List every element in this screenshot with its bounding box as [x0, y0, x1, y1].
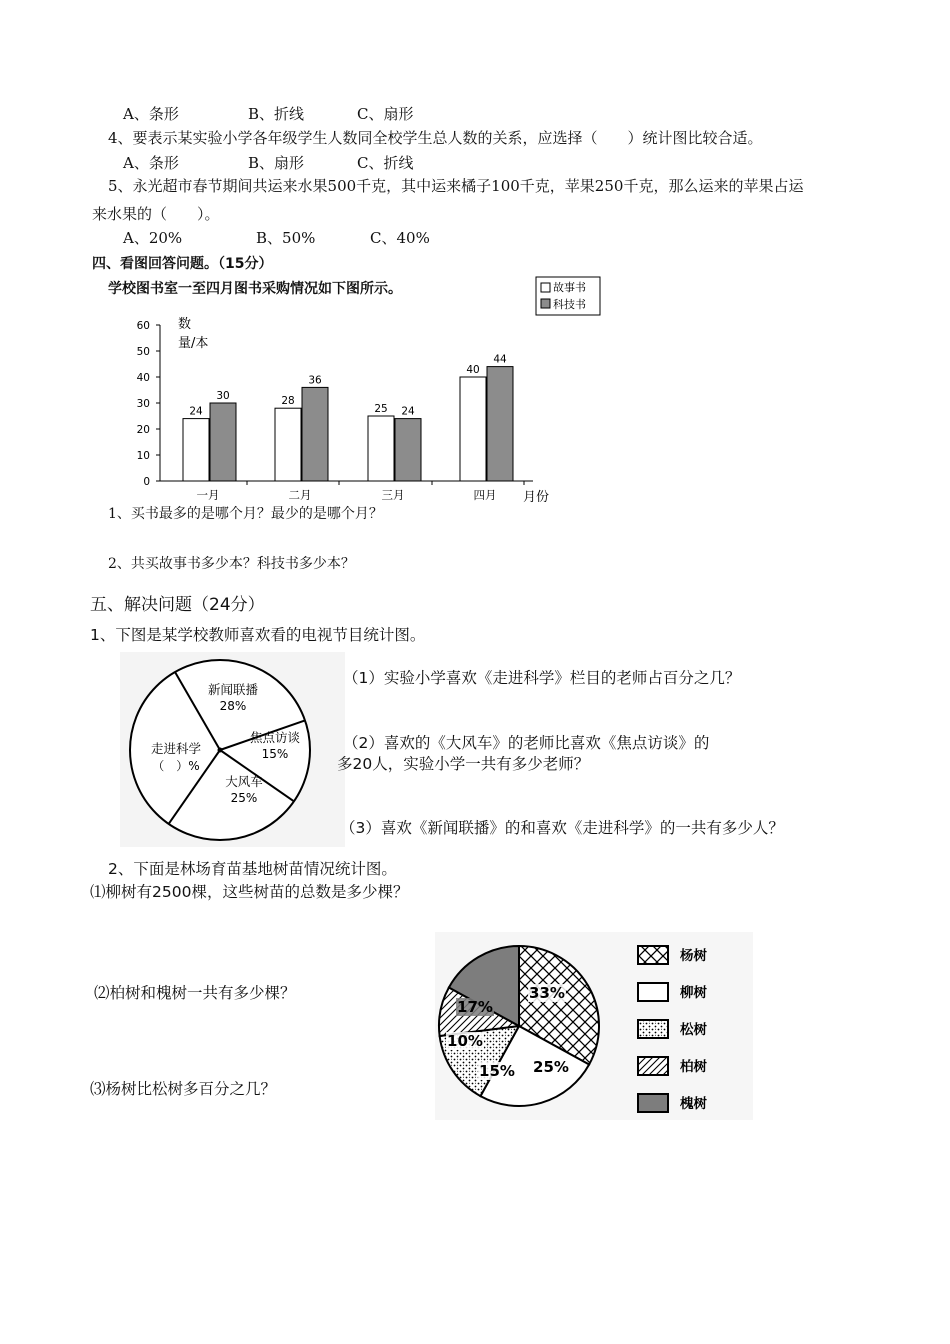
bar-value-label: 40 — [466, 364, 480, 376]
problem-1-intro: 1、下图是某学校教师喜欢看的电视节目统计图。 — [90, 626, 426, 644]
x-category-label: 三月 — [381, 488, 405, 502]
legend-swatch-science — [541, 299, 550, 308]
pie2-slice-value: 17% — [457, 998, 493, 1016]
bar-value-label: 44 — [493, 353, 507, 366]
bar-chart-y-ticks — [137, 320, 160, 488]
q4-option-c: C、折线 — [357, 154, 414, 172]
q5-option-c: C、40% — [370, 229, 430, 247]
pie2-legend-label: 松树 — [680, 1022, 707, 1038]
section-four-intro: 学校图书室一至四月图书采购情况如下图所示。 — [108, 281, 402, 297]
pie1-slice-value: 25% — [230, 791, 258, 805]
y-tick-label: 50 — [136, 346, 150, 358]
bar-value-label: 25 — [374, 403, 388, 415]
bar-story — [183, 419, 209, 481]
bar-science — [210, 403, 236, 481]
pie1-slice-label: 新闻联播 — [207, 682, 259, 697]
q4-option-b: B、扇形 — [248, 154, 305, 172]
pie2-legend-label: 槐树 — [680, 1096, 707, 1112]
pie1-slice-value: 28% — [219, 699, 247, 713]
y-tick-label: 20 — [136, 424, 150, 436]
pie2-slices — [439, 946, 599, 1106]
bar-value-label: 36 — [308, 374, 322, 387]
pie2-legend-swatch — [638, 1094, 668, 1112]
pie1-slice-label: 焦点访谈 — [249, 730, 301, 745]
x-category-label: 四月 — [473, 488, 497, 502]
bar-story — [275, 408, 301, 481]
problem-2-intro: 2、下面是林场育苗基地树苗情况统计图。 — [108, 860, 397, 878]
pie2-legend-label: 柏树 — [680, 1059, 707, 1075]
pie1-slice-label: 大风车 — [225, 774, 263, 789]
y-tick-label: 40 — [136, 372, 150, 384]
legend-swatch-story — [541, 283, 550, 292]
book-purchase-bar-chart — [95, 275, 615, 510]
problem-1-question-3: （3）喜欢《新闻联播》的和喜欢《走进科学》的一共有多少人？ — [340, 819, 784, 837]
x-axis-label: 月份 — [523, 490, 550, 505]
y-tick-label: 60 — [136, 320, 150, 332]
y-tick-label: 0 — [143, 476, 150, 488]
pie2-legend-swatch — [638, 983, 668, 1001]
y-tick-label: 10 — [136, 450, 150, 462]
section-four-heading: 四、看图回答问题。（15分） — [92, 256, 273, 272]
section-four-question-2: 2、共买故事书多少本？科技书多少本？ — [108, 556, 355, 572]
y-tick-label: 30 — [136, 398, 150, 410]
bar-story — [460, 377, 486, 481]
section-four-question-1: 1、买书最多的是哪个月？最少的是哪个月？ — [108, 506, 383, 522]
pie1-center — [218, 748, 223, 753]
legend-label-story: 故事书 — [553, 281, 586, 294]
bar-chart-legend — [536, 277, 600, 315]
y-axis-label-line1: 数 — [178, 317, 192, 332]
pie2-legend-label: 柳树 — [680, 985, 707, 1001]
tree-seedlings-pie-chart — [435, 932, 753, 1120]
bar-story — [368, 416, 394, 481]
problem-2-question-2: ⑵柏树和槐树一共有多少棵？ — [94, 984, 296, 1002]
q3-option-c: C、扇形 — [357, 105, 414, 123]
bar-science — [395, 419, 421, 481]
pie2-slice-value: 33% — [529, 984, 565, 1002]
question-4: 4、要表示某实验小学各年级学生人数同全校学生总人数的关系，应选择（ ）统计图比较合适。 — [108, 129, 763, 147]
legend-label-science: 科技书 — [553, 298, 586, 311]
pie2-legend-swatch — [638, 946, 668, 964]
y-axis-label-line2: 量/本 — [178, 336, 209, 351]
bar-value-label: 30 — [216, 390, 230, 402]
bar-chart-categories — [197, 488, 497, 502]
problem-2-question-3: ⑶杨树比松树多百分之几？ — [90, 1080, 277, 1098]
pie2-legend-label: 杨树 — [680, 948, 707, 964]
pie2-slice-value: 15% — [479, 1062, 515, 1080]
tv-programs-pie-chart — [120, 652, 345, 847]
bar-value-label: 24 — [189, 405, 203, 418]
q3-option-b: B、折线 — [248, 105, 305, 123]
bar-chart-bars — [183, 354, 513, 481]
pie2-legend-swatch — [638, 1057, 668, 1075]
problem-1-question-2-line2: 多20人，实验小学一共有多少老师？ — [337, 755, 590, 773]
x-category-label: 二月 — [288, 488, 312, 502]
bar-value-label: 28 — [281, 395, 295, 408]
pie1-slice-value: （ ）% — [152, 759, 200, 773]
pie1-slice-label: 走进科学 — [150, 741, 202, 756]
q3-option-a: A、条形 — [123, 105, 179, 123]
x-category-label: 一月 — [196, 488, 220, 502]
problem-2-question-1: ⑴柳树有2500棵，这些树苗的总数是多少棵？ — [90, 883, 409, 901]
pie2-slice-value: 10% — [447, 1032, 483, 1050]
bar-value-label: 24 — [401, 405, 415, 418]
pie2-legend-swatch — [638, 1020, 668, 1038]
bar-science — [487, 367, 513, 481]
pie1-slice-value: 15% — [261, 747, 289, 761]
question-5-line2: 来水果的（ ）。 — [92, 205, 220, 223]
q5-option-b: B、50% — [256, 229, 316, 247]
bar-science — [302, 387, 328, 481]
q4-option-a: A、条形 — [123, 154, 179, 172]
pie2-slice-value: 25% — [533, 1058, 569, 1076]
problem-1-question-1: （1）实验小学喜欢《走进科学》栏目的老师占百分之几？ — [343, 669, 741, 687]
problem-1-question-2-line1: （2）喜欢的《大风车》的老师比喜欢《焦点访谈》的 — [343, 734, 710, 752]
question-5-line1: 5、永光超市春节期间共运来水果500千克，其中运来橘子100千克，苹果250千克，那么运来的苹果占运 — [108, 177, 804, 195]
q5-option-a: A、20% — [123, 229, 183, 247]
section-five-heading: 五、解决问题（24分） — [90, 595, 265, 615]
